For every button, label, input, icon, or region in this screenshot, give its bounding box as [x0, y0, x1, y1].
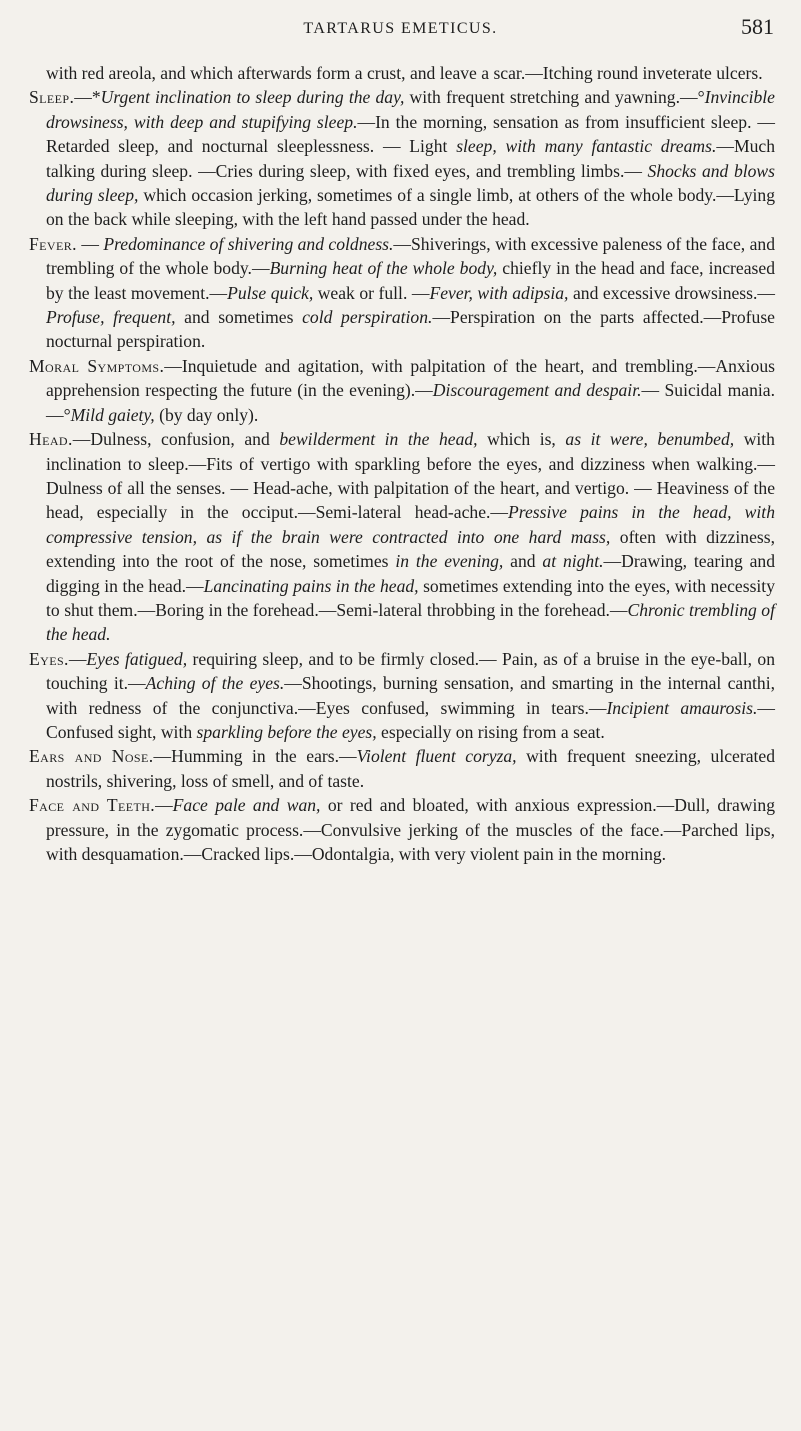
text-run: — — [155, 795, 173, 816]
italic-text: sleep, with many fantastic dreams. — [456, 136, 717, 157]
text-run: — — [68, 648, 87, 669]
section-heading: Fever. — [29, 233, 77, 254]
text-run: weak or full. — — [313, 282, 430, 303]
italic-text: Aching of the eyes. — [145, 673, 285, 694]
paragraph — [29, 85, 775, 231]
text-run: and sometimes — [175, 307, 303, 328]
paragraph — [29, 744, 775, 793]
body-text — [29, 61, 775, 866]
text-run: —Humming in the ears.— — [153, 746, 357, 767]
italic-text: sparkling before the eyes, — [196, 721, 377, 742]
italic-text: Mild gaiety, — [70, 404, 155, 425]
text-run: with frequent stretching and yawning.—° — [404, 87, 705, 108]
italic-text: Predominance of shivering and coldness. — [103, 233, 394, 254]
page-header — [0, 8, 801, 48]
text-run: with frequent sneezing, ulcerated nostrils, shivering, loss of smell, and of taste. — [46, 746, 776, 791]
text-run: and — [503, 551, 543, 572]
italic-text: as it were, benumbed, — [565, 429, 735, 450]
italic-text: at night. — [542, 551, 604, 572]
text-run: —Much talking during sleep. —Cries during sleep, with fixed eyes, and trembling limbs.— — [46, 136, 775, 181]
text-run: —Drawing, tearing and digging in the head.— — [46, 551, 775, 596]
paragraph — [29, 793, 775, 866]
text-run: requiring sleep, and to be firmly closed.— Pain, as of a bruise in the eye-ball, on touching it.— — [46, 648, 775, 694]
text-run: —* — [74, 87, 101, 108]
paragraph — [29, 61, 775, 85]
text-run: which is, — [477, 429, 566, 450]
text-run: —Inquietude and agitation, with palpitation of the heart, and trembling.—Anxious apprehension respecting the future (in the evening).— — [46, 355, 775, 401]
italic-text: Profuse, frequent, — [46, 307, 176, 328]
italic-text: in the evening, — [395, 551, 504, 572]
text-run: especially on rising from a seat. — [376, 721, 605, 742]
section-heading: Head. — [29, 429, 73, 450]
text-run: —Perspiration on the parts affected.—Profuse nocturnal perspiration. — [46, 307, 775, 352]
text-run: which occasion jerking, sometimes of a single limb, at others of the whole body.—Lying on the back while sleeping, with the left hand passed under the head. — [46, 185, 775, 230]
paragraph — [29, 232, 775, 354]
section-heading: Eyes. — [29, 648, 69, 669]
italic-text: Invincible drowsiness, with deep and stupifying sleep. — [46, 87, 775, 132]
italic-text: cold perspiration. — [302, 307, 433, 328]
italic-text: Lancinating pains in the head, — [203, 575, 419, 596]
italic-text: Pulse quick, — [227, 282, 314, 303]
paragraph — [29, 354, 775, 427]
text-run: —In the morning, sensation as from insufficient sleep. — Retarded sleep, and nocturnal sleeplessness. — Light — [46, 111, 775, 157]
text-run: and excessive drowsiness.— — [568, 282, 775, 303]
text-run: —Confused sight, with — [46, 697, 775, 742]
section-heading: Face and Teeth. — [29, 795, 156, 816]
paragraph — [29, 647, 775, 745]
italic-text: Urgent inclination to sleep during the day, — [100, 87, 405, 108]
text-run: with inclination to sleep.—Fits of vertigo with sparkling before the eyes, and dizziness when walking.— Dulness of all the senses. — Head-ache, with palpitation of the heart, and vertigo. — Heaviness of the head, especially in the occiput.—Semi-lateral head-ache.— — [46, 429, 775, 523]
text-run: chiefly in the head and face, increased by the least movement.— — [46, 258, 775, 303]
italic-text: bewilderment in the head, — [279, 429, 478, 450]
text-run: often with dizziness, extending into the root of the nose, sometimes — [46, 526, 775, 572]
italic-text: Pressive pains in the head, with compressive tension, as if the brain were contracted into one hard mass, — [46, 502, 775, 547]
text-run: — Suicidal mania.—° — [46, 380, 775, 425]
italic-text: Face pale and wan, — [172, 795, 321, 816]
italic-text: Burning heat of the whole body, — [269, 258, 498, 279]
section-heading: Sleep. — [29, 87, 75, 108]
italic-text: Eyes fatigued, — [86, 648, 188, 669]
section-heading: Moral Symptoms. — [29, 355, 165, 376]
text-run: or red and bloated, with anxious expression.—Dull, drawing pressure, in the zygomatic process.—Convulsive jerking of the muscles of the face.—Parched lips, with desquamation.—Cracked lips.—Odontalgia, with very violent pain in the morning. — [46, 795, 775, 864]
italic-text: Shocks and blows during sleep, — [46, 160, 776, 206]
text-run: —Dulness, confusion, and — [72, 429, 280, 450]
italic-text: Discouragement and despair. — [432, 380, 642, 401]
page-number: 581 — [741, 14, 774, 39]
text-run: —Shiverings, with excessive paleness of the face, and trembling of the whole body.— — [46, 233, 776, 279]
italic-text: Incipient amaurosis. — [606, 697, 758, 718]
text-run: (by day only). — [154, 404, 259, 425]
text-run: sometimes extending into the eyes, with necessity to shut them.—Boring in the forehead.—Semi-lateral throbbing in the forehead.— — [46, 575, 775, 620]
italic-text: Fever, with adipsia, — [429, 282, 569, 303]
text-run: with red areola, and which afterwards form a crust, and leave a scar.—Itching round inveterate ulcers. — [46, 63, 763, 83]
paragraph — [29, 427, 775, 647]
italic-text: Violent fluent coryza, — [356, 746, 517, 767]
italic-text: Chronic trembling of the head. — [46, 599, 775, 645]
section-heading: Ears and Nose. — [29, 746, 154, 767]
text-run: —Shootings, burning sensation, and smarting in the internal canthi, with redness of the conjunctiva.—Eyes confused, swimming in tears.— — [46, 673, 775, 718]
text-run: — — [76, 233, 104, 254]
running-title: TARTARUS EMETICUS. — [303, 20, 498, 37]
